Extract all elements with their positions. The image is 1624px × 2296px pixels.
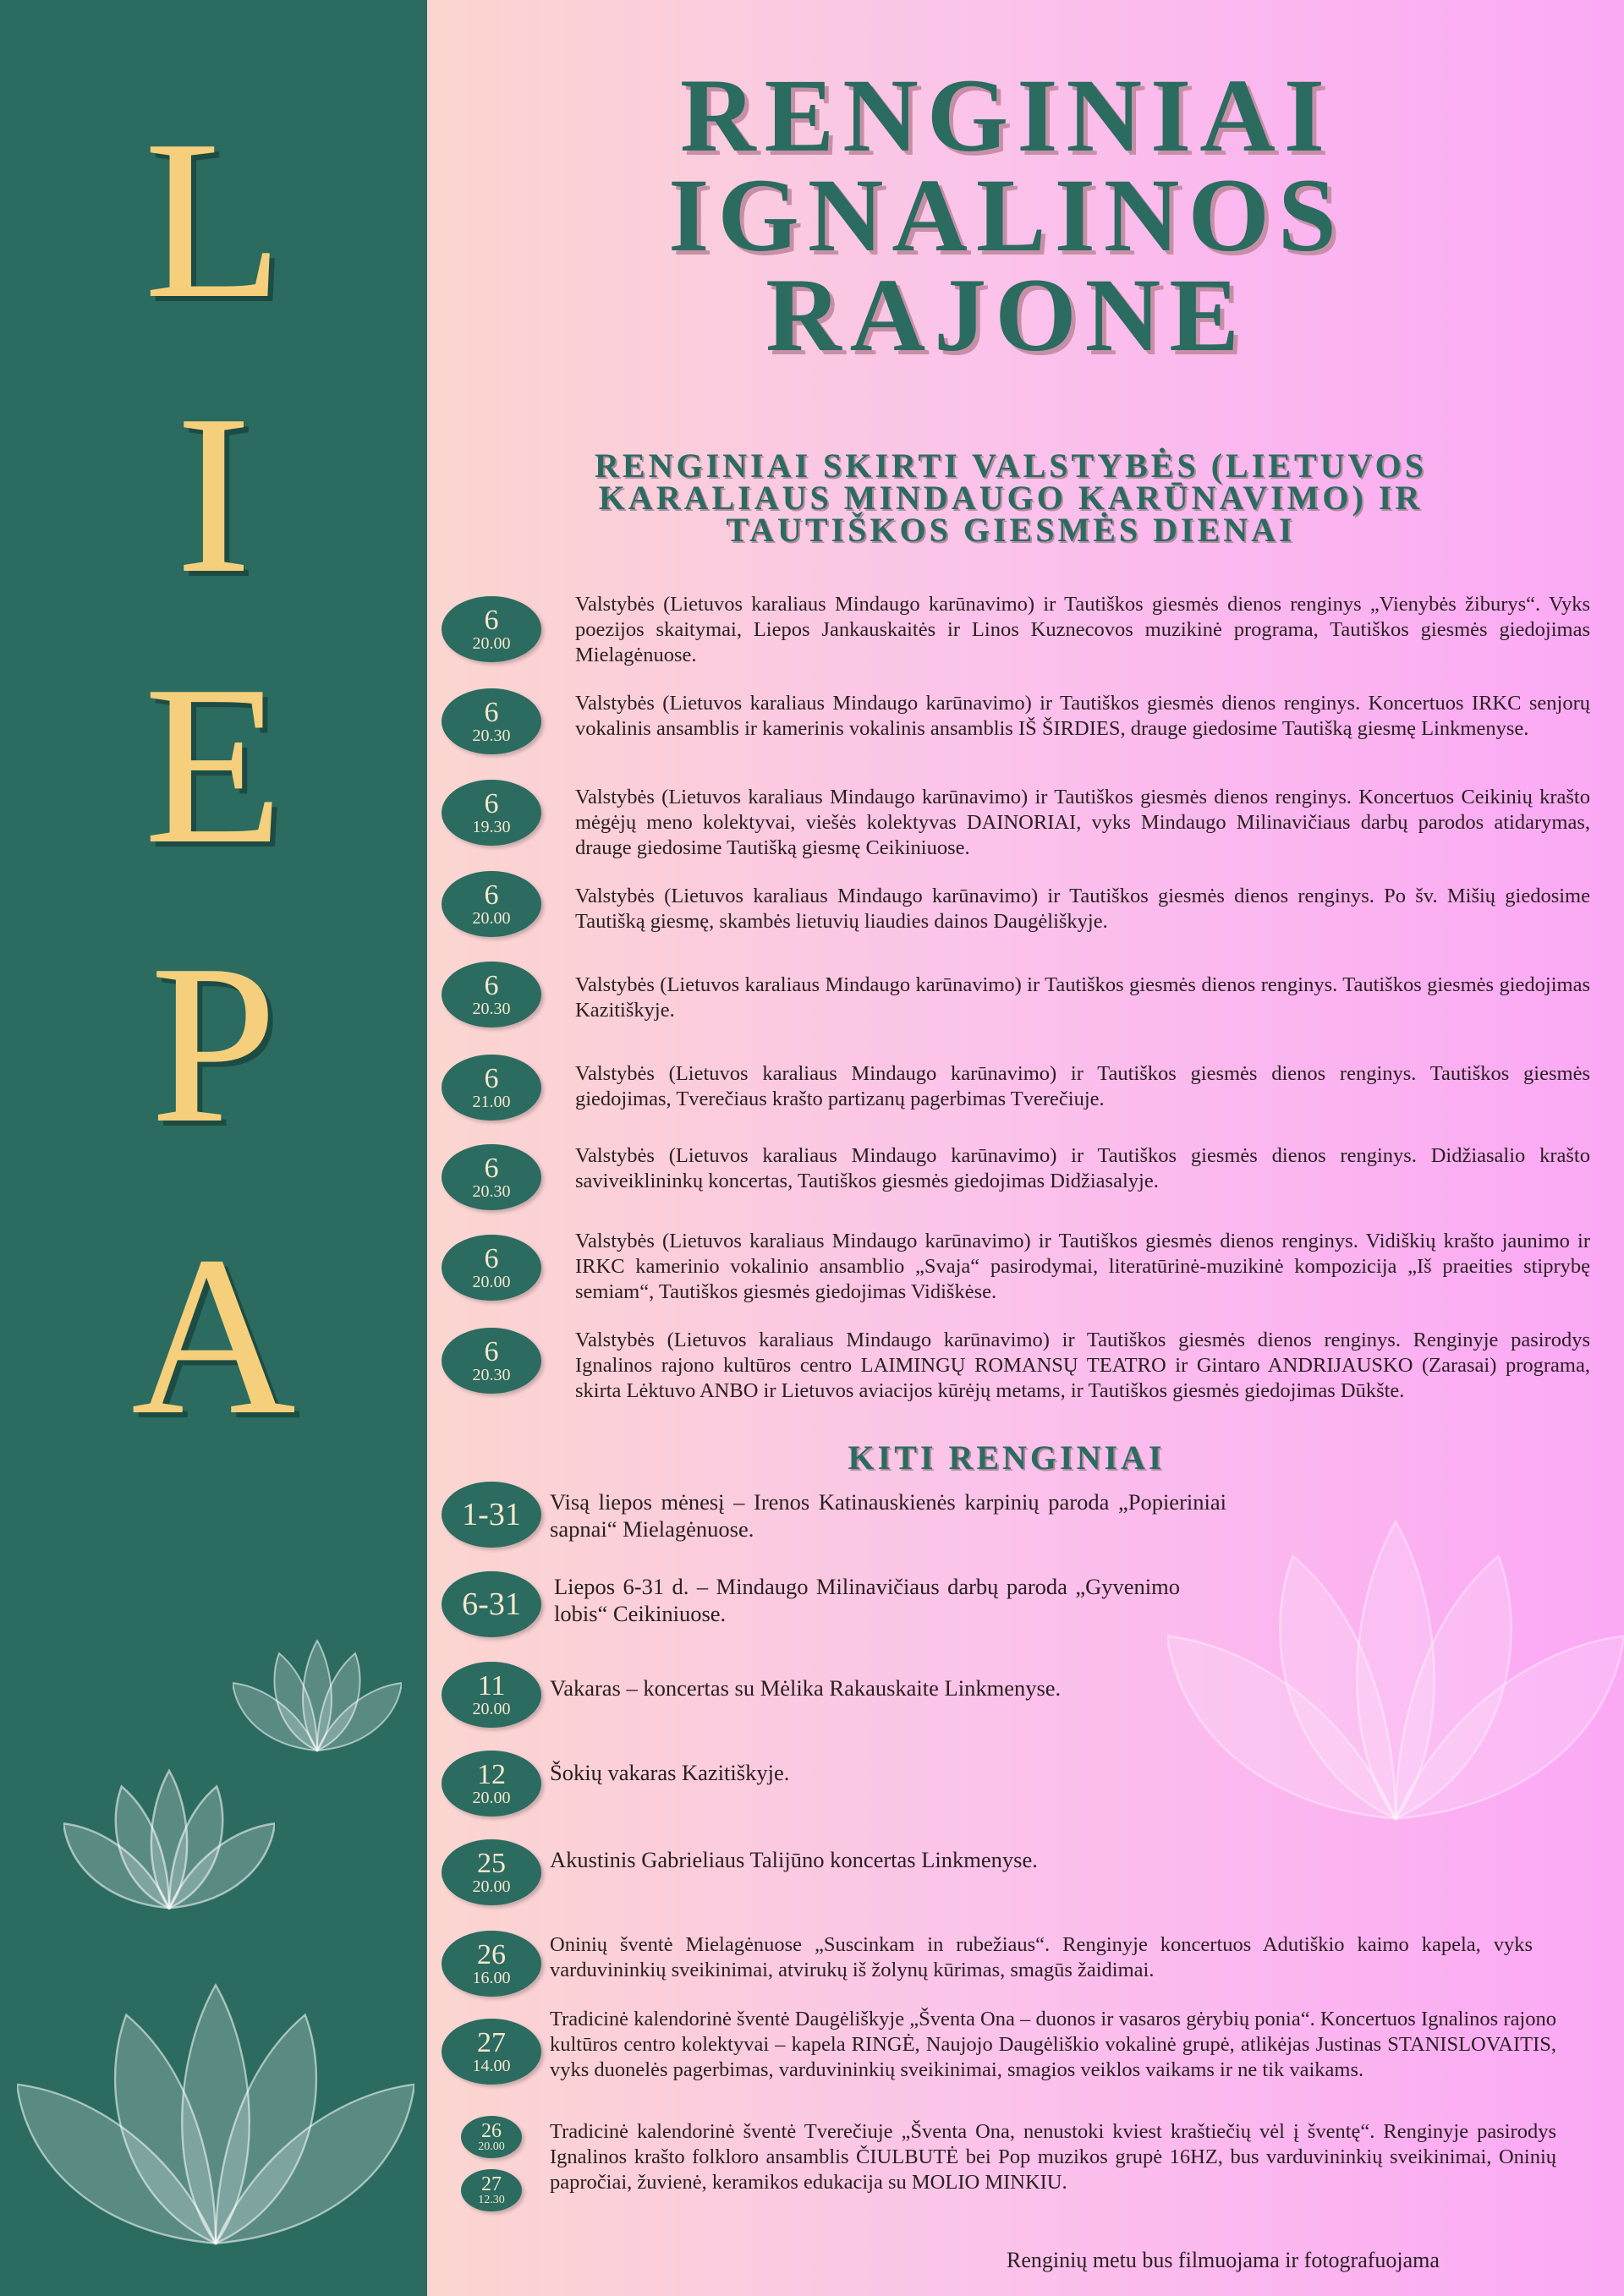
badge-day: 6 bbox=[484, 879, 499, 911]
badge-day: 1-31 bbox=[462, 1497, 521, 1532]
section-heading-state bbox=[499, 447, 1522, 549]
event-description: Šokių vakaras Kazitiškyje. bbox=[550, 1760, 790, 1785]
lotus-icon bbox=[63, 1755, 275, 1924]
subtitle-line: RENGINIAI SKIRTI VALSTYBĖS (LIETUVOS bbox=[595, 447, 1427, 485]
badge-day: 11 bbox=[477, 1670, 506, 1701]
event-description: Akustinis Gabrieliaus Talijūno koncertas Linkmenyse. bbox=[550, 1847, 1038, 1872]
date-badge bbox=[442, 1931, 541, 1997]
badge-day: 6 bbox=[484, 1063, 499, 1094]
badge-time: 21.00 bbox=[472, 1093, 511, 1111]
date-badge bbox=[461, 2169, 522, 2211]
event-description: Oninių šventė Mielagėnuose „Suscinkam in rubežiaus“. Renginyje koncertuos Adutiškio kaimo kapela, vyks varduvininkių sveikinimai, atvirukų iš žolynų kūrimas, smagūs žaidimai. bbox=[550, 1933, 1533, 1981]
month-letter: A bbox=[131, 1209, 296, 1462]
date-badge bbox=[442, 1662, 541, 1728]
event-description: Liepos 6-31 d. – Mindaugo Milinavičiaus darbų paroda „Gyvenimo lobis“ Ceikiniuose. bbox=[554, 1574, 1180, 1626]
badge-time: 20.00 bbox=[472, 634, 511, 653]
footer-note: Renginių metu bus filmuojama ir fotografuojama bbox=[1007, 2248, 1440, 2272]
date-badge bbox=[461, 2116, 522, 2158]
event-description: Valstybės (Lietuvos karaliaus Mindaugo karūnavimo) ir Tautiškos giesmės dienos renginys. Didžiasalio krašto saviveiklininkų koncertas, Tautiškos giesmės giedojimas Didžiasalyje. bbox=[575, 1144, 1590, 1192]
event-description: Valstybės (Lietuvos karaliaus Mindaugo karūnavimo) ir Tautiškos giesmės dienos renginys. Tautiškos giesmės giedojimas Kazitiškyje. bbox=[575, 973, 1590, 1022]
badge-day: 26 bbox=[481, 2120, 502, 2142]
sidebar bbox=[0, 0, 427, 2296]
badge-day: 6 bbox=[484, 970, 499, 1001]
event-description: Valstybės (Lietuvos karaliaus Mindaugo karūnavimo) ir Tautiškos giesmės dienos renginys. Tautiškos giesmės giedojimas, Tverečiaus krašto partizanų pagerbimas Tverečiuje. bbox=[575, 1062, 1590, 1110]
month-letter: I bbox=[175, 368, 252, 621]
badge-time: 16.00 bbox=[472, 1969, 511, 1987]
badge-time: 14.00 bbox=[472, 2057, 511, 2075]
event-description: Valstybės (Lietuvos karaliaus Mindaugo karūnavimo) ir Tautiškos giesmės dienos renginys. Renginyje pasirodys Ignalinos rajono kultūros centro LAIMINGŲ ROMANSŲ TEATRO ir Gintaro ANDRIJAUSKO (Zarasai) programa, skirta Lėktuvo ANBO ir Lietuvos aviacijos kūrėjų metams, ir Tautiškos giesmės giedojimas Dūkšte. bbox=[575, 1329, 1590, 1402]
lotus-icon bbox=[1167, 1488, 1624, 1852]
badge-time: 12.30 bbox=[478, 2194, 505, 2206]
event-description: Valstybės (Lietuvos karaliaus Mindaugo karūnavimo) ir Tautiškos giesmės dienos renginys. Vidiškių krašto jaunimo ir IRKC kamerinio vokalinio ansamblio „Svaja“ pasirodymai, literatūrinė-muzikinė kompozicija „Iš praeities stiprybę semiam“, Tautiškos giesmės giedojimas Vidiškėse. bbox=[575, 1230, 1590, 1303]
badge-day: 6 bbox=[484, 605, 499, 636]
badge-day: 6 bbox=[484, 1243, 499, 1274]
badge-day: 6-31 bbox=[462, 1586, 521, 1622]
badge-day: 6 bbox=[484, 1153, 499, 1184]
event-description: Tradicinė kalendorinė šventė Tverečiuje „Šventa Ona, nenustoki kviest kraštiečių vėl į šventę“. Renginyje pasirodys Ignalinos krašto folkloro ansamblis ČIULBUTĖ bei Pop muzikos grupė 16HZ, bus varduvininkių sveikinimai, Oninių papročiai, žuvienė, keramikos edukacija su MOLIO MINKIU. bbox=[550, 2120, 1556, 2194]
date-badge bbox=[442, 871, 541, 937]
date-badge bbox=[442, 1751, 541, 1817]
badge-day: 12 bbox=[477, 1759, 506, 1790]
lotus-icon bbox=[233, 1628, 402, 1763]
badge-day: 26 bbox=[477, 1939, 506, 1970]
badge-day: 25 bbox=[477, 1848, 506, 1879]
badge-time: 20.30 bbox=[472, 726, 511, 745]
badge-time: 19.30 bbox=[472, 818, 511, 836]
date-badge bbox=[442, 1571, 541, 1637]
badge-time: 20.30 bbox=[472, 1000, 511, 1018]
badge-time: 20.00 bbox=[472, 1877, 511, 1896]
date-badge bbox=[442, 596, 541, 662]
date-badge bbox=[442, 962, 541, 1027]
date-badge bbox=[442, 1144, 541, 1210]
date-badge bbox=[442, 780, 541, 846]
event-description: Valstybės (Lietuvos karaliaus Mindaugo karūnavimo) ir Tautiškos giesmės dienos renginys. Koncertuos Ceikinių krašto mėgėjų meno kolektyvai, viešės kolektyvas DAINORIAI, vyks Mindaugo Milinavičiaus darbų parodos atidarymas, drauge giedosime Tautišką giesmę Ceikiniuose. bbox=[575, 786, 1590, 859]
subtitle-line: TAUTIŠKOS GIESMĖS DIENAI bbox=[726, 511, 1296, 549]
badge-day: 27 bbox=[481, 2173, 502, 2195]
badge-day: 6 bbox=[484, 697, 499, 728]
date-badge bbox=[442, 1055, 541, 1121]
date-badge bbox=[442, 1235, 541, 1301]
badge-time: 20.00 bbox=[472, 1273, 511, 1291]
badge-time: 20.00 bbox=[472, 909, 511, 928]
date-badge bbox=[442, 688, 541, 754]
title-line: RENGINIAI bbox=[679, 58, 1334, 173]
lotus-icon bbox=[17, 1954, 414, 2275]
event-description: Valstybės (Lietuvos karaliaus Mindaugo karūnavimo) ir Tautiškos giesmės dienos renginys. Po šv. Mišių giedosime Tautišką giesmę, skambės lietuvių liaudies dainos Daugėliškyje. bbox=[575, 885, 1590, 933]
page-title bbox=[474, 58, 1539, 373]
event-description: Valstybės (Lietuvos karaliaus Mindaugo karūnavimo) ir Tautiškos giesmės dienos renginys „Vienybės žiburys“. Vyks poezijos skaitymai, Liepos Jankauskaitės ir Linos Kuznecovos muzikinė programa, Tautiškos giesmės giedojimas Mielagėnuose. bbox=[575, 593, 1590, 666]
badge-time: 20.00 bbox=[472, 1700, 511, 1718]
title-line: RAJONE bbox=[765, 257, 1248, 373]
badge-time: 20.00 bbox=[478, 2140, 505, 2153]
date-badge bbox=[442, 1328, 541, 1394]
event-description: Tradicinė kalendorinė šventė Daugėliškyje „Šventa Ona – duonos ir vasaros gėrybių ponia“. Koncertuos Ignalinos rajono kultūros centro kolektyvai – kapela RINGĖ, Naujojo Daugėliškio vokalinė grupė, atlikėjas Justinas STANISLOVAITIS, vyks duonelės pagerbimas, varduvininkių sveikinimai, smagios veiklos vaikams ir ne tik vaikams. bbox=[550, 2008, 1556, 2081]
badge-day: 6 bbox=[484, 1336, 499, 1367]
badge-day: 6 bbox=[484, 788, 499, 819]
section-heading-other: KITI RENGINIAI bbox=[848, 1438, 1166, 1477]
title-line: IGNALINOS bbox=[668, 157, 1345, 273]
badge-time: 20.00 bbox=[472, 1789, 511, 1807]
date-badge bbox=[442, 1482, 541, 1548]
badge-time: 20.30 bbox=[472, 1366, 511, 1384]
badge-time: 20.30 bbox=[472, 1182, 511, 1201]
date-badge bbox=[442, 1839, 541, 1905]
event-description: Vakaras – koncertas su Mėlika Rakauskaite Linkmenyse. bbox=[550, 1675, 1062, 1701]
event-description: Valstybės (Lietuvos karaliaus Mindaugo karūnavimo) ir Tautiškos giesmės dienos renginys. Koncertuos IRKC senjorų vokalinis ansamblis ir kamerinis vokalinis ansamblis IŠ ŠIRDIES, drauge giedosime Tautišką giesmę Linkmenyse. bbox=[575, 692, 1590, 740]
subtitle-line: KARALIAUS MINDAUGO KARŪNAVIMO) IR bbox=[598, 479, 1424, 517]
event-description: Visą liepos mėnesį – Irenos Katinauskienės karpinių paroda „Popieriniai sapnai“ Mielagėnuose. bbox=[550, 1489, 1226, 1542]
month-letter: P bbox=[150, 918, 277, 1170]
date-badge bbox=[442, 2019, 541, 2085]
month-letter: E bbox=[144, 638, 283, 891]
month-letter: L bbox=[144, 93, 283, 346]
badge-day: 27 bbox=[477, 2027, 506, 2058]
